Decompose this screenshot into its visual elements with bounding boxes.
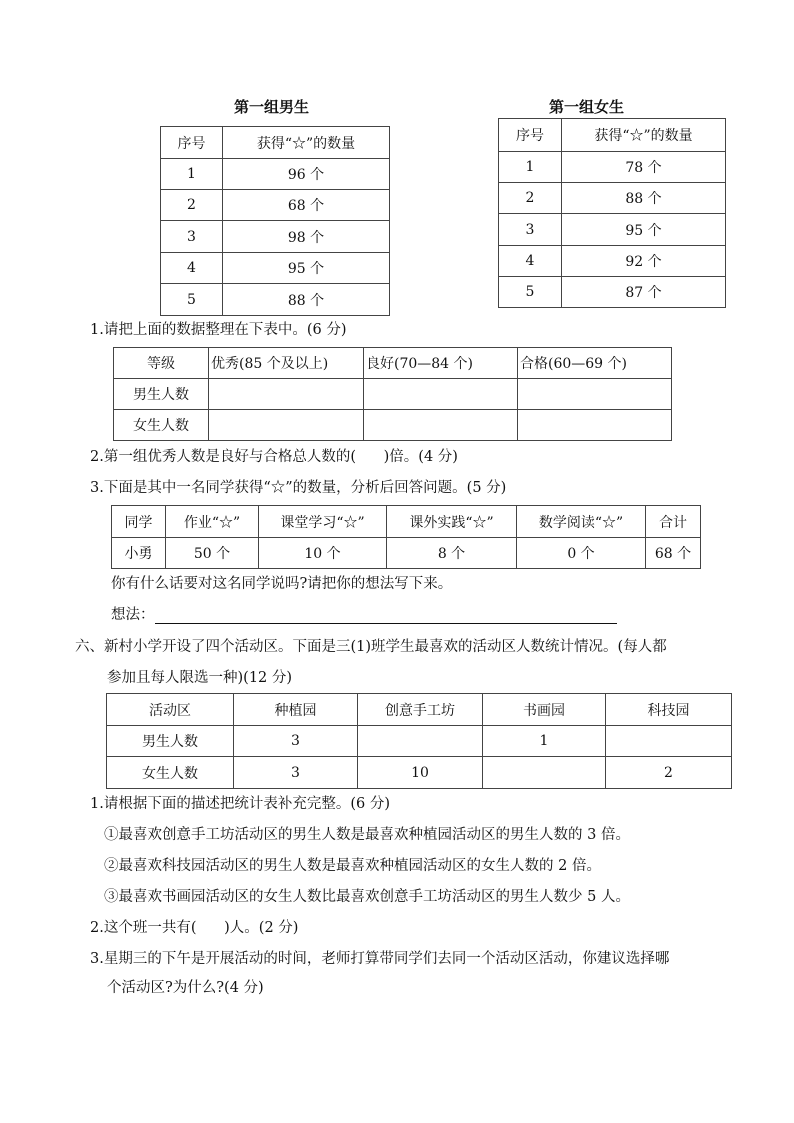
activity-header: 书画园 — [483, 694, 606, 726]
sub-question-2: 2.这个班一共有( )人。(2 分) — [90, 920, 299, 936]
activity-header: 创意手工坊 — [358, 694, 483, 726]
grade-header: 优秀(85 个及以上) — [209, 348, 364, 379]
girls-header-count: 获得“☆”的数量 — [562, 119, 726, 152]
girls-cell: 92 个 — [562, 246, 726, 277]
boys-cell: 1 — [161, 159, 223, 190]
boys-header-index: 序号 — [161, 127, 223, 159]
student-header: 课堂学习“☆” — [259, 506, 387, 538]
girls-cell: 4 — [499, 246, 562, 277]
question-3-prompt: 你有什么话要对这名同学说吗?请把你的想法写下来。 — [111, 576, 453, 592]
boys-cell: 2 — [161, 190, 223, 221]
student-cell: 8 个 — [387, 538, 517, 569]
student-cell: 0 个 — [517, 538, 646, 569]
grade-header: 良好(70—84 个) — [364, 348, 518, 379]
girls-cell: 95 个 — [562, 214, 726, 246]
sub-question-1: 1.请根据下面的描述把统计表补充完整。(6 分) — [90, 796, 390, 812]
boys-cell: 3 — [161, 221, 223, 253]
boys-cell: 88 个 — [223, 284, 390, 316]
girls-cell: 87 个 — [562, 277, 726, 308]
boys-header-count: 获得“☆”的数量 — [223, 127, 390, 159]
girls-table-title: 第一组女生 — [549, 98, 625, 116]
answer-cell[interactable] — [209, 379, 364, 410]
student-cell: 68 个 — [646, 538, 701, 569]
answer-cell[interactable] — [358, 726, 483, 757]
grade-row-label: 女生人数 — [114, 410, 209, 441]
girls-star-table — [498, 118, 726, 308]
answer-cell[interactable] — [518, 410, 672, 441]
grade-header: 合格(60—69 个) — [518, 348, 672, 379]
thoughts-answer-line[interactable] — [155, 609, 617, 624]
boys-cell: 98 个 — [223, 221, 390, 253]
answer-cell[interactable] — [483, 757, 606, 789]
sub-question-3-line-1: 3.星期三的下午是开展活动的时间，老师打算带同学们去同一个活动区活动，你建议选择哪 — [90, 951, 670, 967]
activity-header: 种植园 — [234, 694, 358, 726]
boys-table-title: 第一组男生 — [234, 98, 310, 116]
grade-header: 等级 — [114, 348, 209, 379]
girls-cell: 1 — [499, 152, 562, 183]
student-header: 数学阅读“☆” — [517, 506, 646, 538]
answer-cell[interactable] — [209, 410, 364, 441]
description-item-1: ①最喜欢创意手工坊活动区的男生人数是最喜欢种植园活动区的男生人数的 3 倍。 — [104, 827, 630, 843]
activity-row-label: 男生人数 — [107, 726, 234, 757]
description-item-2: ②最喜欢科技园活动区的男生人数是最喜欢种植园活动区的女生人数的 2 倍。 — [104, 858, 601, 874]
student-header: 同学 — [112, 506, 166, 538]
answer-cell[interactable] — [364, 410, 518, 441]
thoughts-label: 想法： — [111, 607, 155, 623]
grade-row-label: 男生人数 — [114, 379, 209, 410]
activity-header: 活动区 — [107, 694, 234, 726]
description-item-3: ③最喜欢书画园活动区的女生人数比最喜欢创意手工坊活动区的男生人数少 5 人。 — [104, 889, 630, 905]
activity-cell: 1 — [483, 726, 606, 757]
student-header: 作业“☆” — [166, 506, 259, 538]
student-cell: 50 个 — [166, 538, 259, 569]
question-2: 2.第一组优秀人数是良好与合格总人数的( )倍。(4 分) — [90, 449, 458, 465]
answer-cell[interactable] — [364, 379, 518, 410]
question-1: 1.请把上面的数据整理在下表中。(6 分) — [90, 322, 347, 338]
student-header: 合计 — [646, 506, 701, 538]
boys-cell: 68 个 — [223, 190, 390, 221]
student-star-table — [111, 505, 701, 569]
girls-header-index: 序号 — [499, 119, 562, 152]
section-6-line-1: 六、新村小学开设了四个活动区。下面是三(1)班学生最喜欢的活动区人数统计情况。(每人都 — [75, 639, 667, 655]
girls-cell: 3 — [499, 214, 562, 246]
answer-cell[interactable] — [518, 379, 672, 410]
boys-star-table — [160, 126, 390, 316]
activity-cell: 2 — [606, 757, 732, 789]
sub-question-3-line-2: 个活动区?为什么?(4 分) — [107, 980, 264, 996]
girls-cell: 78 个 — [562, 152, 726, 183]
student-cell: 10 个 — [259, 538, 387, 569]
student-header: 课外实践“☆” — [387, 506, 517, 538]
activity-header: 科技园 — [606, 694, 732, 726]
boys-cell: 95 个 — [223, 253, 390, 284]
activity-table — [106, 693, 732, 789]
girls-cell: 2 — [499, 183, 562, 214]
girls-cell: 5 — [499, 277, 562, 308]
girls-cell: 88 个 — [562, 183, 726, 214]
boys-cell: 96 个 — [223, 159, 390, 190]
answer-cell[interactable] — [606, 726, 732, 757]
boys-cell: 4 — [161, 253, 223, 284]
activity-row-label: 女生人数 — [107, 757, 234, 789]
question-3: 3.下面是其中一名同学获得“☆”的数量，分析后回答问题。(5 分) — [90, 480, 507, 496]
section-6-line-2: 参加且每人限选一种)(12 分) — [107, 670, 293, 686]
activity-cell: 3 — [234, 726, 358, 757]
student-cell: 小勇 — [112, 538, 166, 569]
grade-summary-table — [113, 347, 672, 441]
activity-cell: 3 — [234, 757, 358, 789]
activity-cell: 10 — [358, 757, 483, 789]
boys-cell: 5 — [161, 284, 223, 316]
